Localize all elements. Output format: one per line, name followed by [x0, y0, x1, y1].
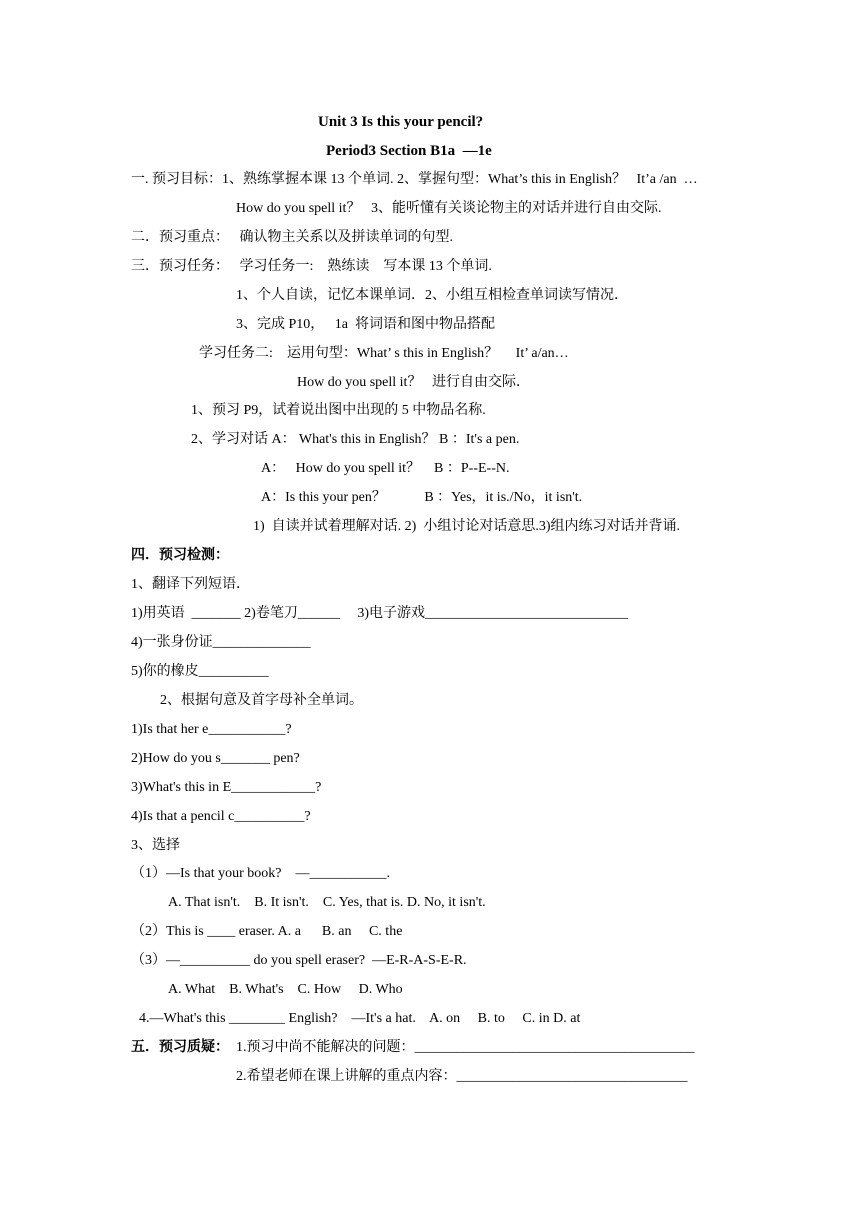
text-line: 5)你的橡皮__________: [131, 664, 269, 679]
text-line: A. What B. What's C. How D. Who: [168, 982, 403, 997]
text-line: A：Is this your pen？ B ：Yes，it is./No，it isn't.: [261, 490, 583, 505]
text-line: How do you spell it？ 进行自由交际．: [297, 375, 530, 390]
document-title: Unit 3 Is this your pencil?: [318, 114, 484, 130]
text-line: 2)How do you s_______ pen?: [131, 751, 300, 766]
text-line: A. That isn't. B. It isn't. C. Yes, that is. D. No, it isn't.: [168, 895, 486, 910]
text-line: 3、完成 P10， 1a 将词语和图中物品搭配: [236, 317, 495, 332]
text-line: 1、个人自读，记忆本课单词．2、小组互相检查单词读写情况．: [236, 288, 628, 303]
text-line: 1) 自读并试着理解对话. 2) 小组讨论对话意思.3)组内练习对话并背诵.: [253, 519, 680, 534]
text-line: 1)用英语 _______ 2)卷笔刀______ 3)电子游戏_____________________________: [131, 606, 628, 621]
text-line: （2）This is ____ eraser. A. a B. an C. the: [131, 924, 403, 939]
text-line: 学习任务二: 运用句型：What’ s this in English？ It’ a/an…: [199, 346, 569, 361]
text-line: 1)Is that her e___________?: [131, 722, 292, 737]
text-line: 三．预习任务： 学习任务一: 熟练读 写本课 13 个单词.: [131, 259, 492, 274]
text-line: 3)What's this in E____________?: [131, 780, 322, 795]
text-line: 4)一张身份证______________: [131, 635, 311, 650]
text-line: 2、学习对话 A： What's this in English？ B ：It's a pen.: [191, 432, 520, 447]
text-line: 1、翻译下列短语．: [131, 577, 250, 592]
text-line: 4.—What's this ________ English? —It's a hat. A. on B. to C. in D. at: [139, 1011, 581, 1026]
section-heading: 五．预习质疑：: [131, 1040, 229, 1055]
text-line: 二．预习重点： 确认物主关系以及拼读单词的句型.: [131, 230, 453, 245]
text-line: How do you spell it？ 3、能听懂有关谈论物主的对话并进行自由交际.: [236, 201, 662, 216]
section-heading: 四．预习检测：: [131, 548, 229, 563]
document-subtitle: Period3 Section B1a —1e: [326, 143, 492, 159]
text-line: （3）—__________ do you spell eraser? —E-R-A-S-E-R.: [131, 953, 467, 968]
text-line: 2、根据句意及首字母补全单词。: [160, 693, 363, 708]
text-line: A： How do you spell it？ B ：P--E--N.: [261, 461, 510, 476]
text-line: 2.希望老师在课上讲解的重点内容：_________________________________: [236, 1069, 688, 1084]
text-line: 1、预习 P9，试着说出图中出现的 5 中物品名称.: [191, 403, 486, 418]
text-line: 3、选择: [131, 838, 180, 853]
text-line: 一. 预习目标：1、熟练掌握本课 13 个单词. 2、掌握句型：What’s this in English？ It’a /an …: [131, 172, 698, 187]
text-line: 1.预习中尚不能解决的问题：________________________________________: [236, 1040, 695, 1055]
text-line: （1）—Is that your book? —___________.: [131, 866, 390, 881]
text-line: 4)Is that a pencil c__________?: [131, 809, 311, 824]
